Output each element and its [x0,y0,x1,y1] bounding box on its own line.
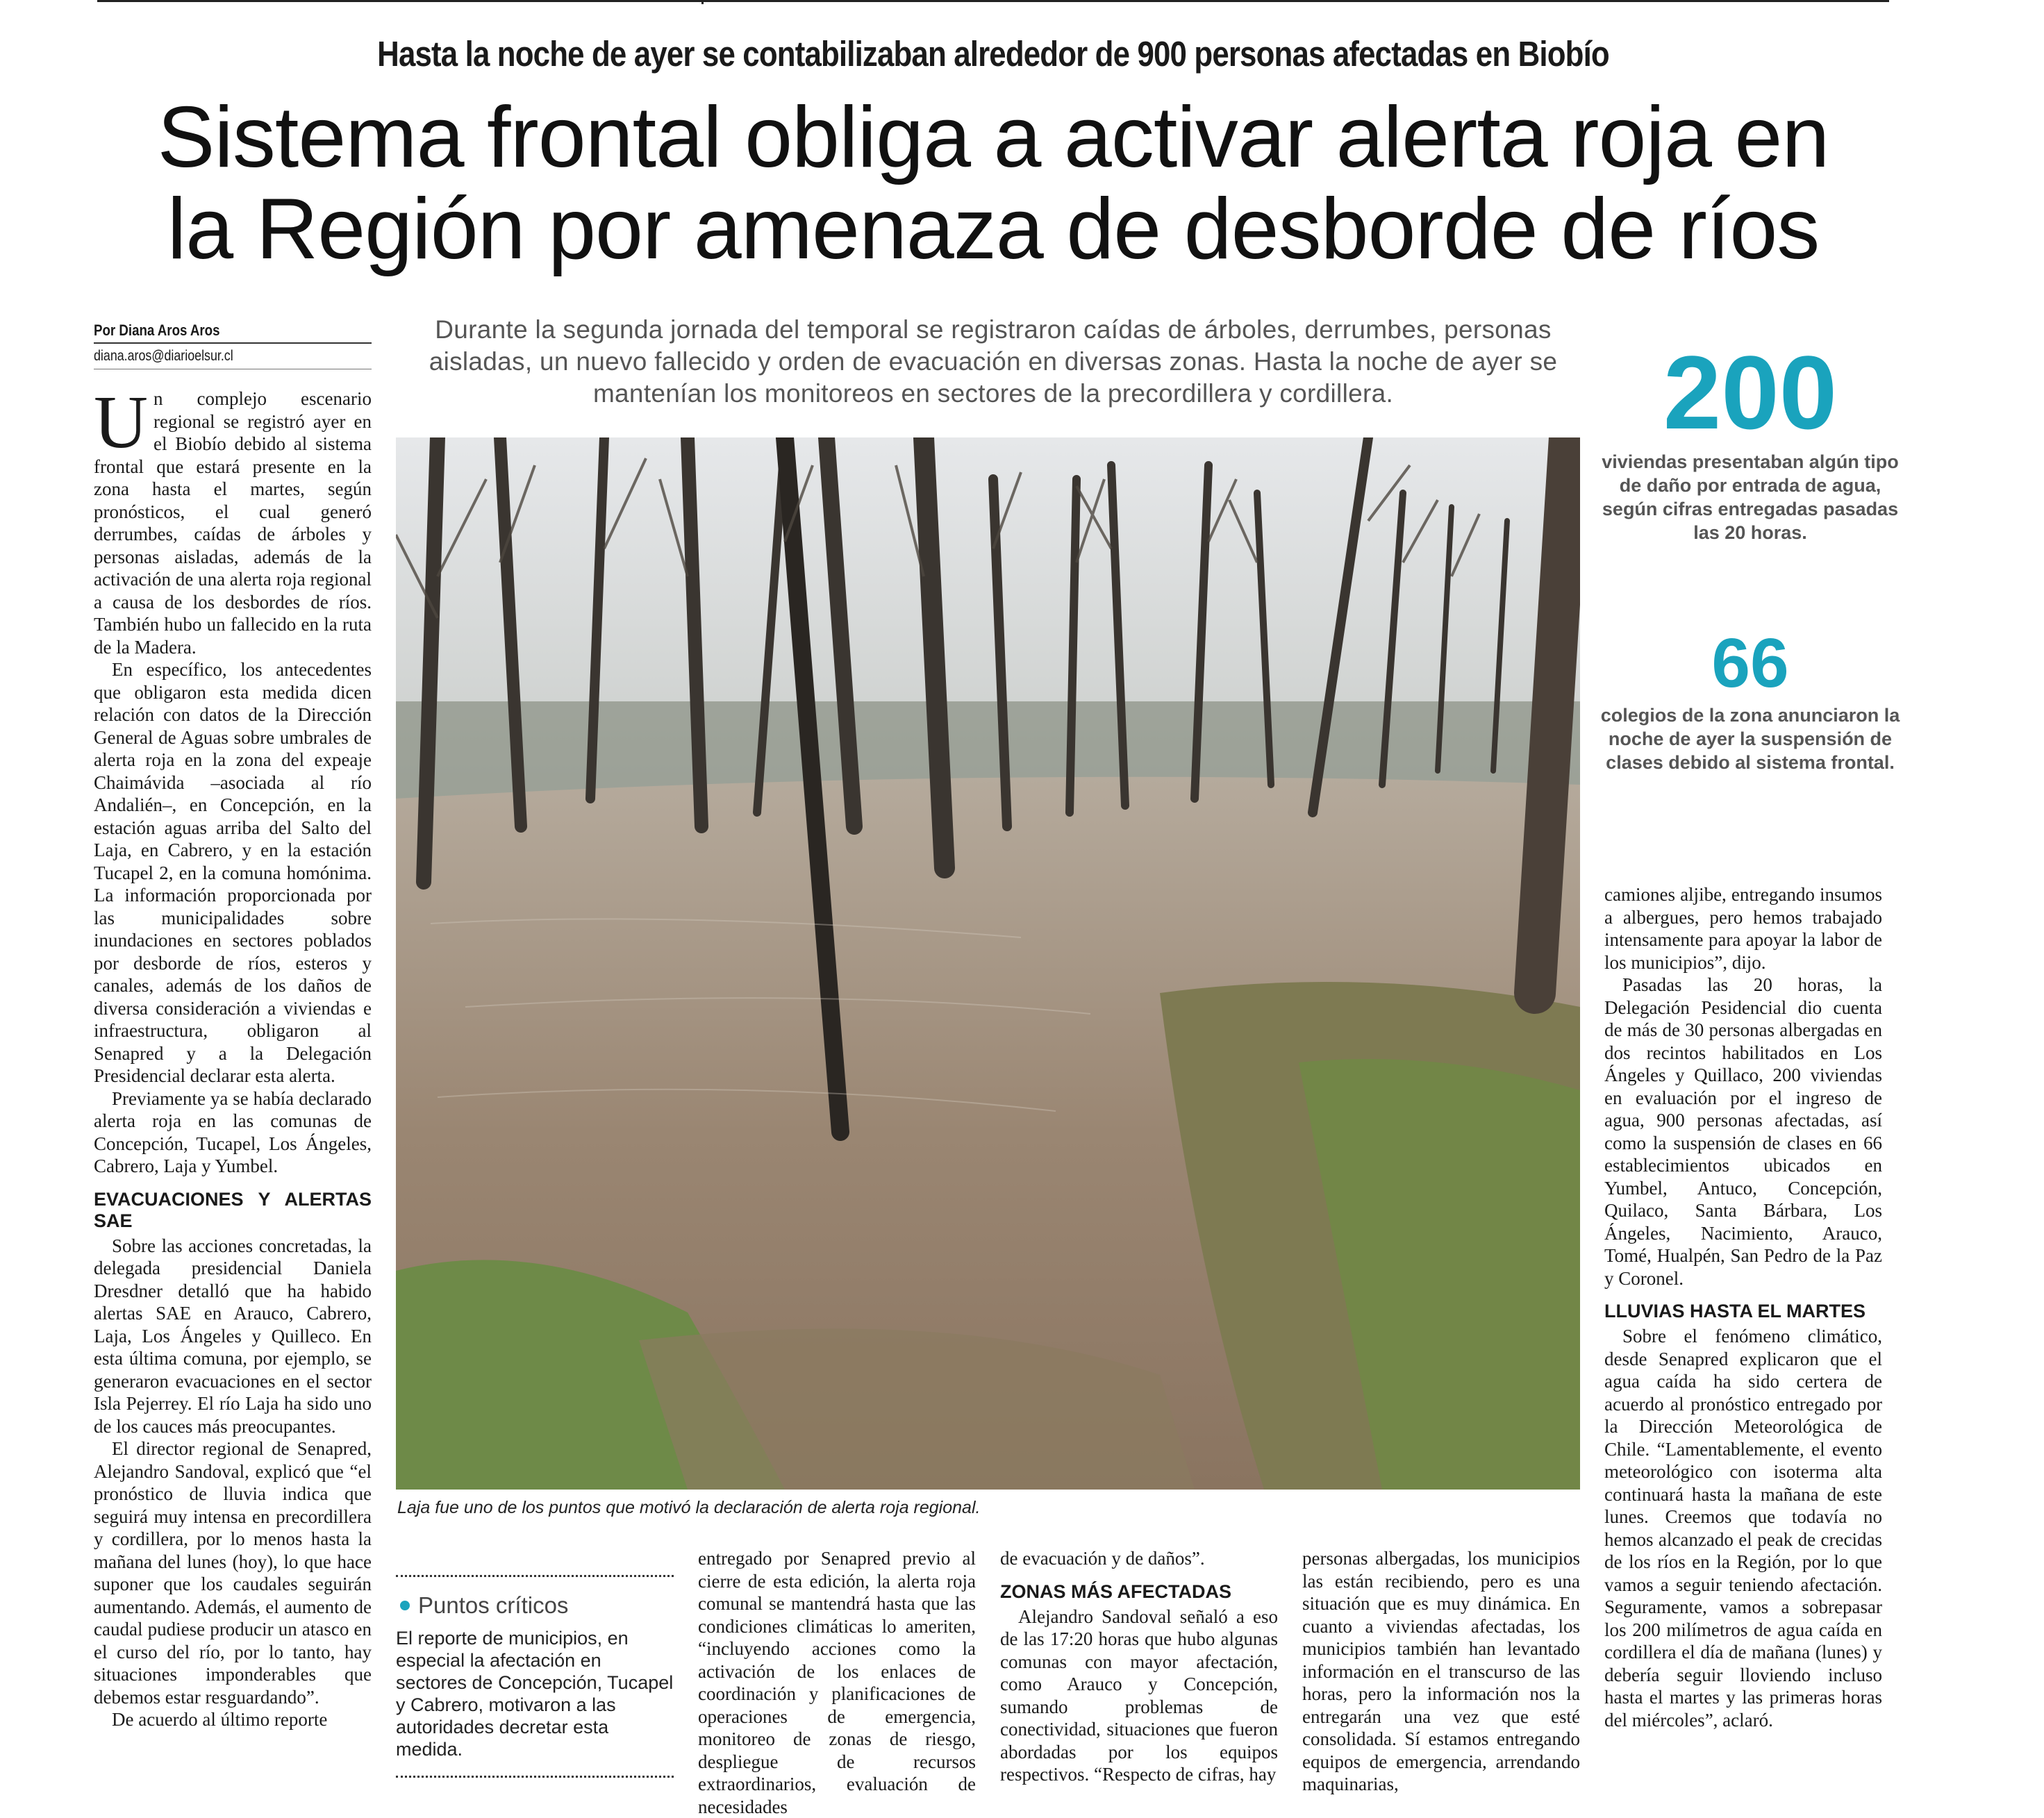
paragraph: Previamente ya se había declarado alerta roja en las comunas de Concepción, Tucapel, Los Ángeles, Cabrero, Laja y Yumbel. [94,1087,372,1176]
dotted-rule [396,1776,674,1778]
drop-cap: U [94,381,148,464]
top-rule [97,0,1889,2]
headline [83,92,1903,275]
byline-rule [94,342,372,344]
sidebox-text: El reporte de municipios, en especial la afectación en sectores de Concepción, Tucapel y Cabrero, motivaron a las autoridades decretar esta medida. [396,1628,674,1760]
flood-photo [396,437,1580,1490]
lead-paragraph: Durante la segunda jornada del temporal se registraron caídas de árboles, derrumbes, personas aisladas, un nuevo fallecido y orden de evacuación en diversas zonas. Hasta la noche de ayer se mantenían los monitoreos en sectores de la precordillera y cordillera. [429,315,1558,408]
headline-line-2: la Región por amenaza de desborde de ríos [167,181,1820,277]
paragraph: En específico, los antecedentes que obligaron esta medida dicen relación con datos de la Dirección General de Aguas sobre umbrales de alerta roja en la zona del expeaje Chaimávida –asociada al río Andalién–, en Concepción, en la estación aguas arriba del Salto del Laja, en Cabrero, y en la estación Tucapel 2, en la comuna homónima. La información proporcionada por las municipalidades sobre inundaciones en sectores poblados por desborde de ríos, esteros y canales, además de los daños de diversa consideración a viviendas e infraestructura, obligaron al Senapred y a la Delegación Presidencial declarar esta alerta. [94,659,372,1086]
paragraph: entregado por Senapred previo al cierre de esta edición, la alerta roja comunal se mantendrá hasta que las condiciones climáticas lo ameriten, “incluyendo acciones como la activación de los enlaces de coordinación y planificaciones de operaciones de emergencia, monitoreo de zonas de riesgo, despliegue de recursos extraordinarios, evaluación de necesidades [698,1548,976,1817]
photo-caption: Laja fue uno de los puntos que motivó la declaración de alerta roja regional. [397,1498,981,1517]
stat-description: colegios de la zona anunciaron la noche de ayer la suspensión de clases debido al sistema frontal. [1600,705,1900,773]
dotted-rule [396,1575,674,1577]
subheading: EVACUACIONES Y ALERTAS SAE [94,1188,372,1231]
paragraph: Pasadas las 20 horas, la Delegación Pesidencial dio cuenta de más de 30 personas albergadas en dos recintos habilitados en Los Ángeles y Quillaco, 200 viviendas en evaluación por el ingreso de agua, 900 personas afectadas, así como la suspensión de clases en 66 establecimientos ubicados en Yumbel, Antuco, Concepción, Quilaco, Santa Bárbara, Los Ángeles, Nacimiento, Arauco, Tomé, Hualpén, San Pedro de la Paz y Coronel. [1604,974,1882,1289]
bullet-icon [400,1601,410,1610]
article-column-1 [94,381,372,1731]
article-column-4 [1000,1547,1278,1786]
sidebox-title: Puntos críticos [396,1592,674,1619]
article-column-3 [698,1547,976,1818]
article-column-5 [1302,1547,1580,1796]
stat-description: viviendas presentaban algún tipo de daño por entrada de agua, según cifras entregadas pasadas las 20 horas. [1602,451,1899,543]
paragraph: personas albergadas, los municipios las están recibiendo, pero es una situación que es muy dinámica. En cuanto a viviendas afectadas, los municipios también han levantado información en el transcurso de las horas, pero la información nos la entregarán una vez que esté consolidada. Sí estamos entregando equipos de emergencia, arrendando maquinarias, [1302,1548,1580,1794]
byline [94,322,372,369]
paragraph: Sobre las acciones concretadas, la delegada presidencial Daniela Dresdner detalló que ha habido alertas SAE en Arauco, Cabrero, Laja, Los Ángeles y Quilleco. En esta última comuna, por ejemplo, se generaron evacuaciones en el sector Isla Pejerrey. El río Laja ha sido uno de los cauces más preocupantes. [94,1235,372,1437]
sidebar-box-puntos-criticos [396,1575,674,1778]
stat-number: 200 [1663,334,1838,451]
stat-block-2 [1597,624,1903,774]
author-email: diana.aros@diarioelsur.cl [94,348,233,364]
paragraph: El director regional de Senapred, Alejandro Sandoval, explicó que “el pronóstico de lluvia indica que seguirá muy intensa en precordillera y cordillera, por lo menos hasta la mañana del lunes (hoy), lo que hace suponer que los caudales seguirán aumentando. Además, el aumento de caudal pudiese producir un atasco en el curso del río, por lo tanto, hay situaciones imponderables que debemos estar resguardando”. [94,1438,372,1708]
paragraph: Alejandro Sandoval señaló a eso de las 17:20 horas que hubo algunas comunas con mayor afectación, como Arauco y Concepción, sumando problemas de conectividad, situaciones que fueron abordadas por los equipos respectivos. “Respecto de cifras, hay [1000,1606,1278,1785]
kicker: Hasta la noche de ayer se contabilizaban alrededor de 900 personas afectadas en Biobío [377,34,1609,74]
headline-line-1: Sistema frontal obliga a activar alerta roja en [157,90,1829,185]
paragraph: De acuerdo al último reporte [112,1709,328,1730]
stat-block-1 [1597,334,1903,544]
paragraph: Sobre el fenómeno climático, desde Senapred explicaron que el agua caída ha sido certera de acuerdo al pronóstico entregado por la Dirección Meteorológica de Chile. “Lamentablemente, el evento meteorológico con isoterma alta continuará hasta la mañana de este lunes. Creemos que todavía no hemos alcanzado el peak de crecidas de los ríos en la Región, por lo que vamos a seguir teniendo afectación. Seguramente, vamos a sobrepasar los 200 milímetros de agua caída en cordillera el día de mañana (lunes) y debería seguir lloviendo incluso hasta el martes y las primeras horas del miércoles”, aclaró. [1604,1326,1882,1731]
stat-number: 66 [1711,624,1789,702]
author-name: Por Diana Aros Aros [94,322,220,339]
article-column-6 [1604,883,1882,1731]
paragraph: de evacuación y de daños”. [1000,1548,1205,1569]
subheading: LLUVIAS HASTA EL MARTES [1604,1301,1866,1321]
paragraph: Un complejo escenario regional se registró ayer en el Biobío debido al sistema frontal que estará presente en la zona hasta el martes, según pronósticos, el cual generó derrumbes, caídas de árboles y personas aisladas, además de la activación de una alerta roja regional a causa de los desbordes de ríos. También hubo un fallecido en la ruta de la Madera. [94,381,372,658]
paragraph: camiones aljibe, entregando insumos a albergues, pero hemos trabajado intensamente para apoyar la labor de los municipios”, dijo. [1604,884,1882,973]
subheading: ZONAS MÁS AFECTADAS [1000,1581,1231,1602]
